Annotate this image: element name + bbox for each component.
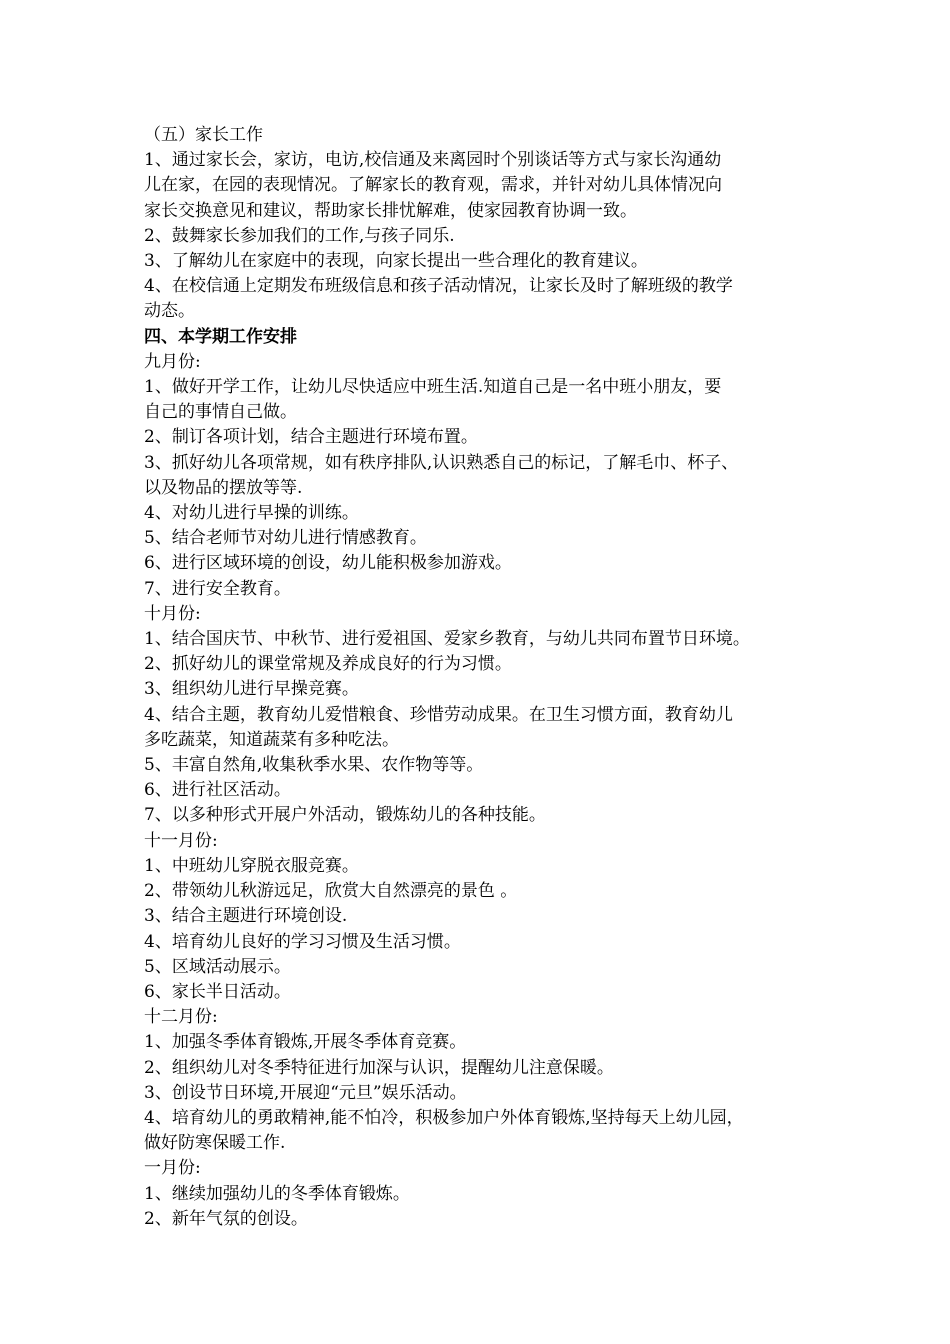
text-line: 十月份: [144, 603, 201, 624]
text-line: 2、带领幼儿秋游远足，欣赏大自然漂亮的景色 。 [144, 881, 518, 902]
text-line: 4、对幼儿进行早操的训练。 [144, 503, 359, 524]
text-line: 九月份: [144, 351, 201, 372]
text-line: 2、组织幼儿对冬季特征进行加深与认识，提醒幼儿注意保暖。 [144, 1057, 614, 1078]
text-line: 3、结合主题进行环境创设. [144, 906, 348, 927]
text-line: 1、加强冬季体育锻炼,开展冬季体育竞赛。 [144, 1032, 467, 1053]
text-line: 多吃蔬菜，知道蔬菜有多种吃法。 [144, 729, 399, 750]
text-line: 6、家长半日活动。 [144, 981, 291, 1002]
text-line: 自己的事情自己做。 [144, 402, 297, 423]
text-line: 1、通过家长会，家访，电访,校信通及来离园时个别谈话等方式与家长沟通幼 [144, 150, 722, 171]
text-line: 5、丰富自然角,收集秋季水果、农作物等等。 [144, 755, 484, 776]
text-line: （五）家长工作 [144, 125, 263, 145]
text-line: 做好防寒保暖工作. [144, 1133, 286, 1154]
text-line: 2、鼓舞家长参加我们的工作,与孩子同乐. [144, 225, 455, 246]
text-line: 5、结合老师节对幼儿进行情感教育。 [144, 528, 427, 549]
text-line: 2、抓好幼儿的课堂常规及养成良好的行为习惯。 [144, 654, 512, 675]
text-line: 2、制订各项计划，结合主题进行环境布置。 [144, 427, 478, 448]
text-line: 1、继续加强幼儿的冬季体育锻炼。 [144, 1183, 410, 1204]
text-line: 以及物品的摆放等等. [144, 477, 303, 498]
text-line: 4、在校信通上定期发布班级信息和孩子活动情况，让家长及时了解班级的教学 [144, 276, 733, 297]
text-line: 儿在家，在园的表现情况。了解家长的教育观，需求，并针对幼儿具体情况向 [144, 175, 722, 196]
text-line: 4、培育幼儿良好的学习习惯及生活习惯。 [144, 931, 461, 952]
text-line: 1、做好开学工作，让幼儿尽快适应中班生活.知道自己是一名中班小朋友，要 [144, 377, 722, 398]
text-line: 6、进行社区活动。 [144, 780, 291, 801]
text-line: 7、进行安全教育。 [144, 578, 291, 599]
section-heading: 四、本学期工作安排 [144, 326, 297, 347]
text-line: 十一月份: [144, 830, 218, 851]
text-line: 5、区域活动展示。 [144, 956, 291, 977]
text-line: 家长交换意见和建议，帮助家长排忧解难，使家园教育协调一致。 [144, 200, 637, 221]
text-line: 4、结合主题，教育幼儿爱惜粮食、珍惜劳动成果。在卫生习惯方面，教育幼儿 [144, 704, 733, 725]
text-line: 一月份: [144, 1158, 201, 1179]
text-line: 3、创设节日环境,开展迎“元旦”娱乐活动。 [144, 1082, 467, 1103]
text-line: 4、培育幼儿的勇敢精神,能不怕冷，积极参加户外体育锻炼,坚持每天上幼儿园， [144, 1107, 744, 1128]
text-line: 3、抓好幼儿各项常规，如有秩序排队,认识熟悉自己的标记，了解毛巾、杯子、 [144, 452, 739, 473]
text-line: 6、进行区域环境的创设，幼儿能积极参加游戏。 [144, 553, 512, 574]
text-line: 十二月份: [144, 1007, 218, 1028]
text-line: 1、中班幼儿穿脱衣服竞赛。 [144, 855, 359, 876]
text-line: 3、组织幼儿进行早操竞赛。 [144, 679, 359, 700]
document-body [144, 123, 824, 1232]
text-line: 3、了解幼儿在家庭中的表现，向家长提出一些合理化的教育建议。 [144, 251, 648, 272]
text-line: 7、以多种形式开展户外活动，锻炼幼儿的各种技能。 [144, 805, 546, 826]
text-line: 动态。 [144, 301, 195, 322]
text-line: 1、结合国庆节、中秋节、进行爱祖国、爱家乡教育，与幼儿共同布置节日环境。 [144, 629, 750, 650]
text-line: 2、新年气氛的创设。 [144, 1208, 308, 1229]
